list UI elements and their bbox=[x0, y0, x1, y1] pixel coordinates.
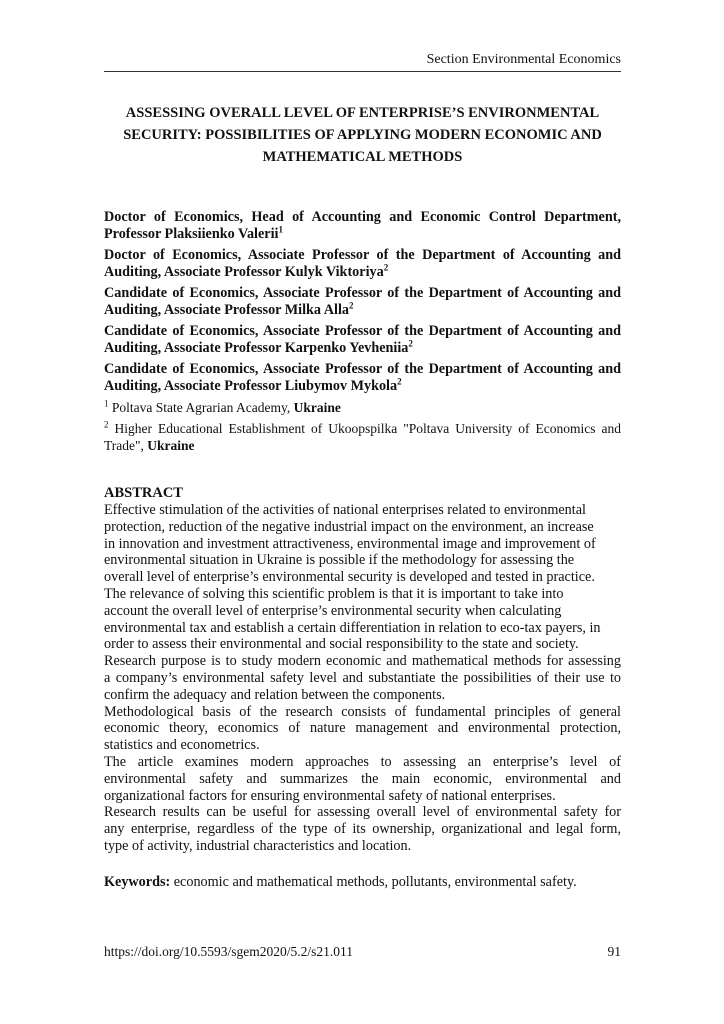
affiliation-marker: 2 bbox=[104, 419, 109, 430]
author-entry bbox=[104, 361, 621, 395]
page-number: 91 bbox=[607, 944, 621, 959]
affiliation-line bbox=[104, 437, 621, 454]
affiliation-marker: 2 bbox=[349, 300, 354, 311]
affiliation-text: Trade", bbox=[104, 438, 148, 453]
doi-link[interactable]: https://doi.org/10.5593/sgem2020/5.2/s21.011 bbox=[104, 944, 354, 959]
author-line bbox=[104, 340, 621, 357]
author-line bbox=[104, 226, 621, 243]
text-line: Research purpose is to study modern economic and mathematical methods for assessing bbox=[104, 653, 621, 670]
author-line bbox=[104, 264, 621, 281]
text-line: statistics and econometrics. bbox=[104, 737, 260, 754]
affiliation-country: Ukraine bbox=[293, 400, 341, 415]
text-line: environmental tax and establish a certain differentiation in relation to eco-tax payers, in bbox=[104, 619, 601, 636]
affiliation bbox=[104, 420, 621, 454]
affiliation-marker: 2 bbox=[408, 338, 413, 349]
abstract-section bbox=[104, 485, 621, 855]
text-line: Methodological basis of the research consists of fundamental principles of general bbox=[104, 703, 621, 720]
text-line: in innovation and investment attractiveness, environmental image and improvement of bbox=[104, 535, 596, 552]
author-entry bbox=[104, 285, 621, 319]
author-name: Auditing, Associate Professor Liubymov Mykola bbox=[104, 378, 398, 394]
title-line: SECURITY: POSSIBILITIES OF APPLYING MODERN ECONOMIC AND bbox=[123, 127, 602, 143]
author-line: Doctor of Economics, Associate Professor of the Department of Accounting and bbox=[104, 247, 621, 263]
keywords-text: economic and mathematical methods, pollutants, environmental safety. bbox=[170, 874, 577, 890]
author-line bbox=[104, 302, 621, 319]
abstract-paragraph bbox=[104, 653, 621, 703]
text-line: a company’s environmental safety level and substantiate the possibilities of their use to bbox=[104, 669, 621, 686]
abstract-paragraph bbox=[104, 502, 621, 653]
text-line: account the overall level of enterprise’s environmental security when calculating bbox=[104, 602, 562, 619]
author-name: Auditing, Associate Professor Milka Alla bbox=[104, 302, 350, 318]
running-header: Section Environmental Economics bbox=[426, 52, 621, 67]
text-line: any enterprise, regardless of the type of its ownership, organizational and legal form, bbox=[104, 821, 621, 838]
author-entry bbox=[104, 247, 621, 281]
affiliation bbox=[104, 399, 621, 416]
text-line: economic theory, economics of nature management and environmental protection, bbox=[104, 720, 621, 737]
keywords bbox=[104, 874, 621, 891]
text-line: environmental safety and summarizes the main economic, environmental and bbox=[104, 770, 621, 787]
affiliation-text: Poltava State Agrarian Academy, bbox=[108, 400, 294, 415]
affiliation-marker: 1 bbox=[104, 398, 109, 409]
affiliation-marker: 2 bbox=[397, 376, 402, 387]
abstract-paragraph bbox=[104, 804, 621, 854]
author-name: Professor Plaksiienko Valerii bbox=[104, 226, 279, 242]
author-line: Candidate of Economics, Associate Professor of the Department of Accounting and bbox=[104, 323, 621, 339]
header-divider bbox=[104, 71, 621, 72]
author-entry bbox=[104, 209, 621, 243]
text-line: Effective stimulation of the activities of national enterprises related to environmental bbox=[104, 502, 586, 518]
paper-title bbox=[104, 102, 621, 168]
title-line: MATHEMATICAL METHODS bbox=[262, 149, 463, 165]
abstract-body bbox=[104, 502, 621, 855]
affiliation-country: Ukraine bbox=[147, 438, 195, 453]
author-entry bbox=[104, 323, 621, 357]
text-line: type of activity, industrial characteristics and location. bbox=[104, 837, 412, 854]
author-list bbox=[104, 209, 621, 458]
text-line: protection, reduction of the negative industrial impact on the environment, an increase bbox=[104, 518, 594, 535]
author-name: Auditing, Associate Professor Karpenko Yevheniia bbox=[104, 340, 409, 356]
affiliation-line bbox=[104, 420, 621, 437]
text-line: overall level of enterprise’s environmental security is developed and tested in practice. bbox=[104, 569, 595, 586]
author-line: Candidate of Economics, Associate Professor of the Department of Accounting and bbox=[104, 285, 621, 301]
text-line: environmental situation in Ukraine is possible if the methodology for assessing the bbox=[104, 552, 575, 569]
text-line: order to assess their environmental and social responsibility to the state and society. bbox=[104, 636, 579, 653]
abstract-paragraph bbox=[104, 754, 621, 804]
keywords-label: Keywords: bbox=[104, 874, 171, 890]
title-line: ASSESSING OVERALL LEVEL OF ENTERPRISE’S ENVIRONMENTAL bbox=[125, 105, 600, 121]
affiliation-marker: 2 bbox=[383, 262, 389, 273]
abstract-heading: ABSTRACT bbox=[104, 485, 183, 501]
author-line: Candidate of Economics, Associate Professor of the Department of Accounting and bbox=[104, 361, 621, 377]
affiliation-marker: 1 bbox=[278, 224, 283, 235]
text-line: confirm the adequacy and relation between the components. bbox=[104, 686, 446, 703]
author-name: Auditing, Associate Professor Kulyk Viktoriya bbox=[104, 264, 384, 280]
text-line: organizational factors for ensuring environmental safety of national enterprises. bbox=[104, 787, 556, 804]
author-line bbox=[104, 378, 621, 395]
affiliation-text: Higher Educational Establishment of Ukoopspilka "Poltava University of Economics and bbox=[108, 421, 621, 436]
author-line: Doctor of Economics, Head of Accounting and Economic Control Department, bbox=[104, 209, 621, 225]
text-line: Research results can be useful for assessing overall level of environmental safety for bbox=[104, 804, 621, 821]
abstract-paragraph bbox=[104, 704, 621, 754]
text-line: The relevance of solving this scientific problem is that it is important to take into bbox=[104, 585, 564, 602]
text-line: The article examines modern approaches to assessing an enterprise’s level of bbox=[104, 753, 621, 770]
